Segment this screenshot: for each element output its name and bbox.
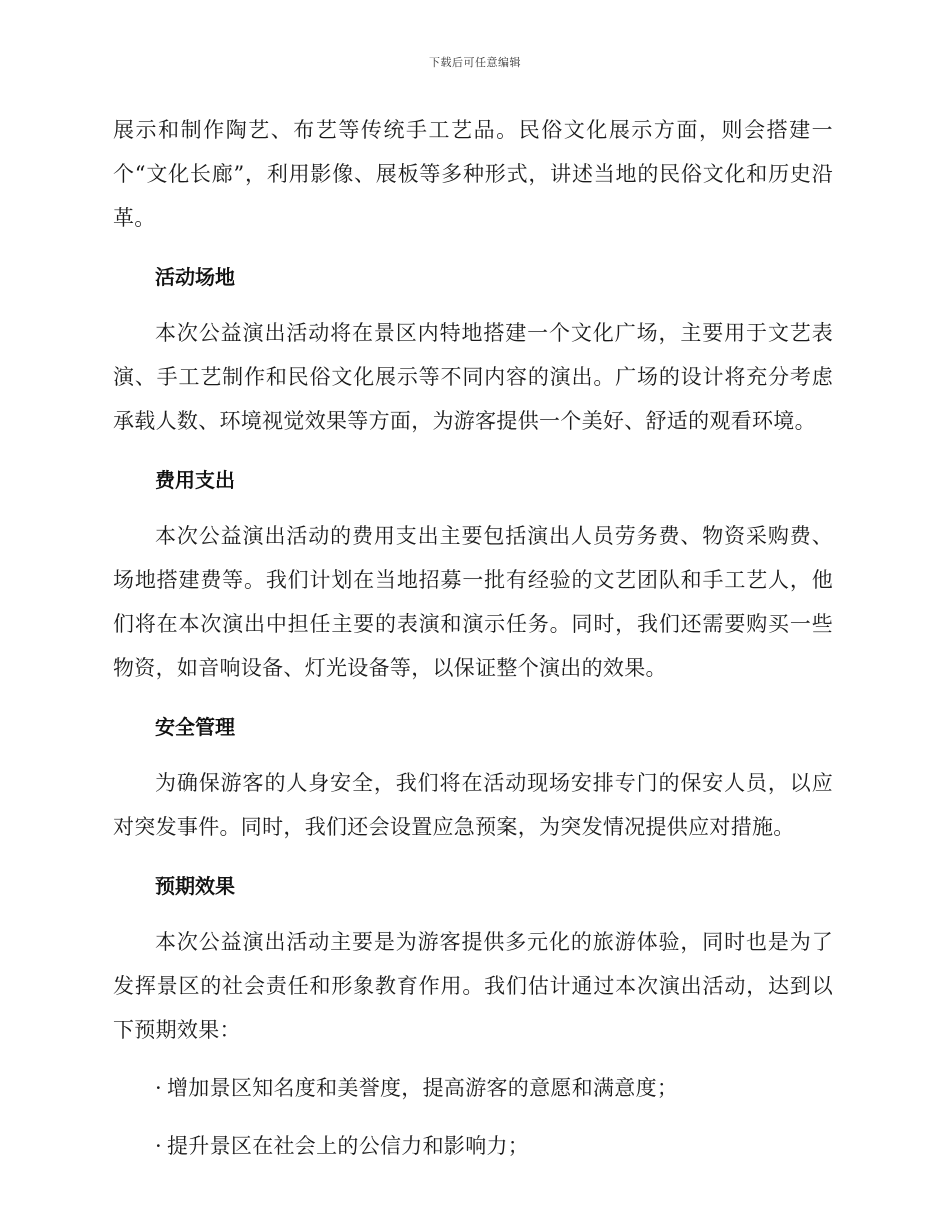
section-heading: 活动场地 (155, 265, 235, 289)
list-item-text: 提升景区在社会上的公信力和影响力； (167, 1134, 530, 1158)
section-expected-results (113, 864, 833, 1168)
section-paragraph: 为确保游客的人身安全，我们将在活动现场安排专门的保安人员，以应对突发事件。同时，我们还会设置应急预案，为突发情况提供应对措施。 (113, 771, 833, 839)
bullet-list (113, 1066, 833, 1168)
section-paragraph: 本次公益演出活动的费用支出主要包括演出人员劳务费、物资采购费、场地搭建费等。我们计划在当地招募一批有经验的文艺团队和手工艺人，他们将在本次演出中担任主要的表演和演示任务。同时，我们还需要购买一些物资，如音响设备、灯光设备等，以保证整个演出的效果。 (113, 524, 833, 680)
list-item (113, 1066, 833, 1110)
document-body (113, 108, 833, 1182)
section-expenses (113, 458, 833, 690)
section-heading: 费用支出 (155, 468, 235, 492)
section-venue (113, 255, 833, 443)
section-safety (113, 705, 833, 849)
bullet-icon: · (155, 1076, 162, 1100)
list-item-text: 增加景区知名度和美誉度，提高游客的意愿和满意度； (167, 1076, 679, 1100)
section-paragraph: 本次公益演出活动将在景区内特地搭建一个文化广场，主要用于文艺表演、手工艺制作和民俗文化展示等不同内容的演出。广场的设计将充分考虑承载人数、环境视觉效果等方面，为游客提供一个美好、舒适的观看环境。 (113, 321, 833, 433)
bullet-icon: · (155, 1134, 162, 1158)
intro-paragraph: 展示和制作陶艺、布艺等传统手工艺品。民俗文化展示方面，则会搭建一个“文化长廊”，利用影像、展板等多种形式，讲述当地的民俗文化和历史沿革。 (113, 118, 833, 230)
page-header: 下载后可任意编辑 (429, 56, 521, 69)
section-paragraph: 本次公益演出活动主要是为游客提供多元化的旅游体验，同时也是为了发挥景区的社会责任和形象教育作用。我们估计通过本次演出活动，达到以下预期效果： (113, 930, 833, 1042)
section-heading: 预期效果 (155, 874, 235, 898)
list-item (113, 1124, 833, 1168)
section-heading: 安全管理 (155, 715, 235, 739)
